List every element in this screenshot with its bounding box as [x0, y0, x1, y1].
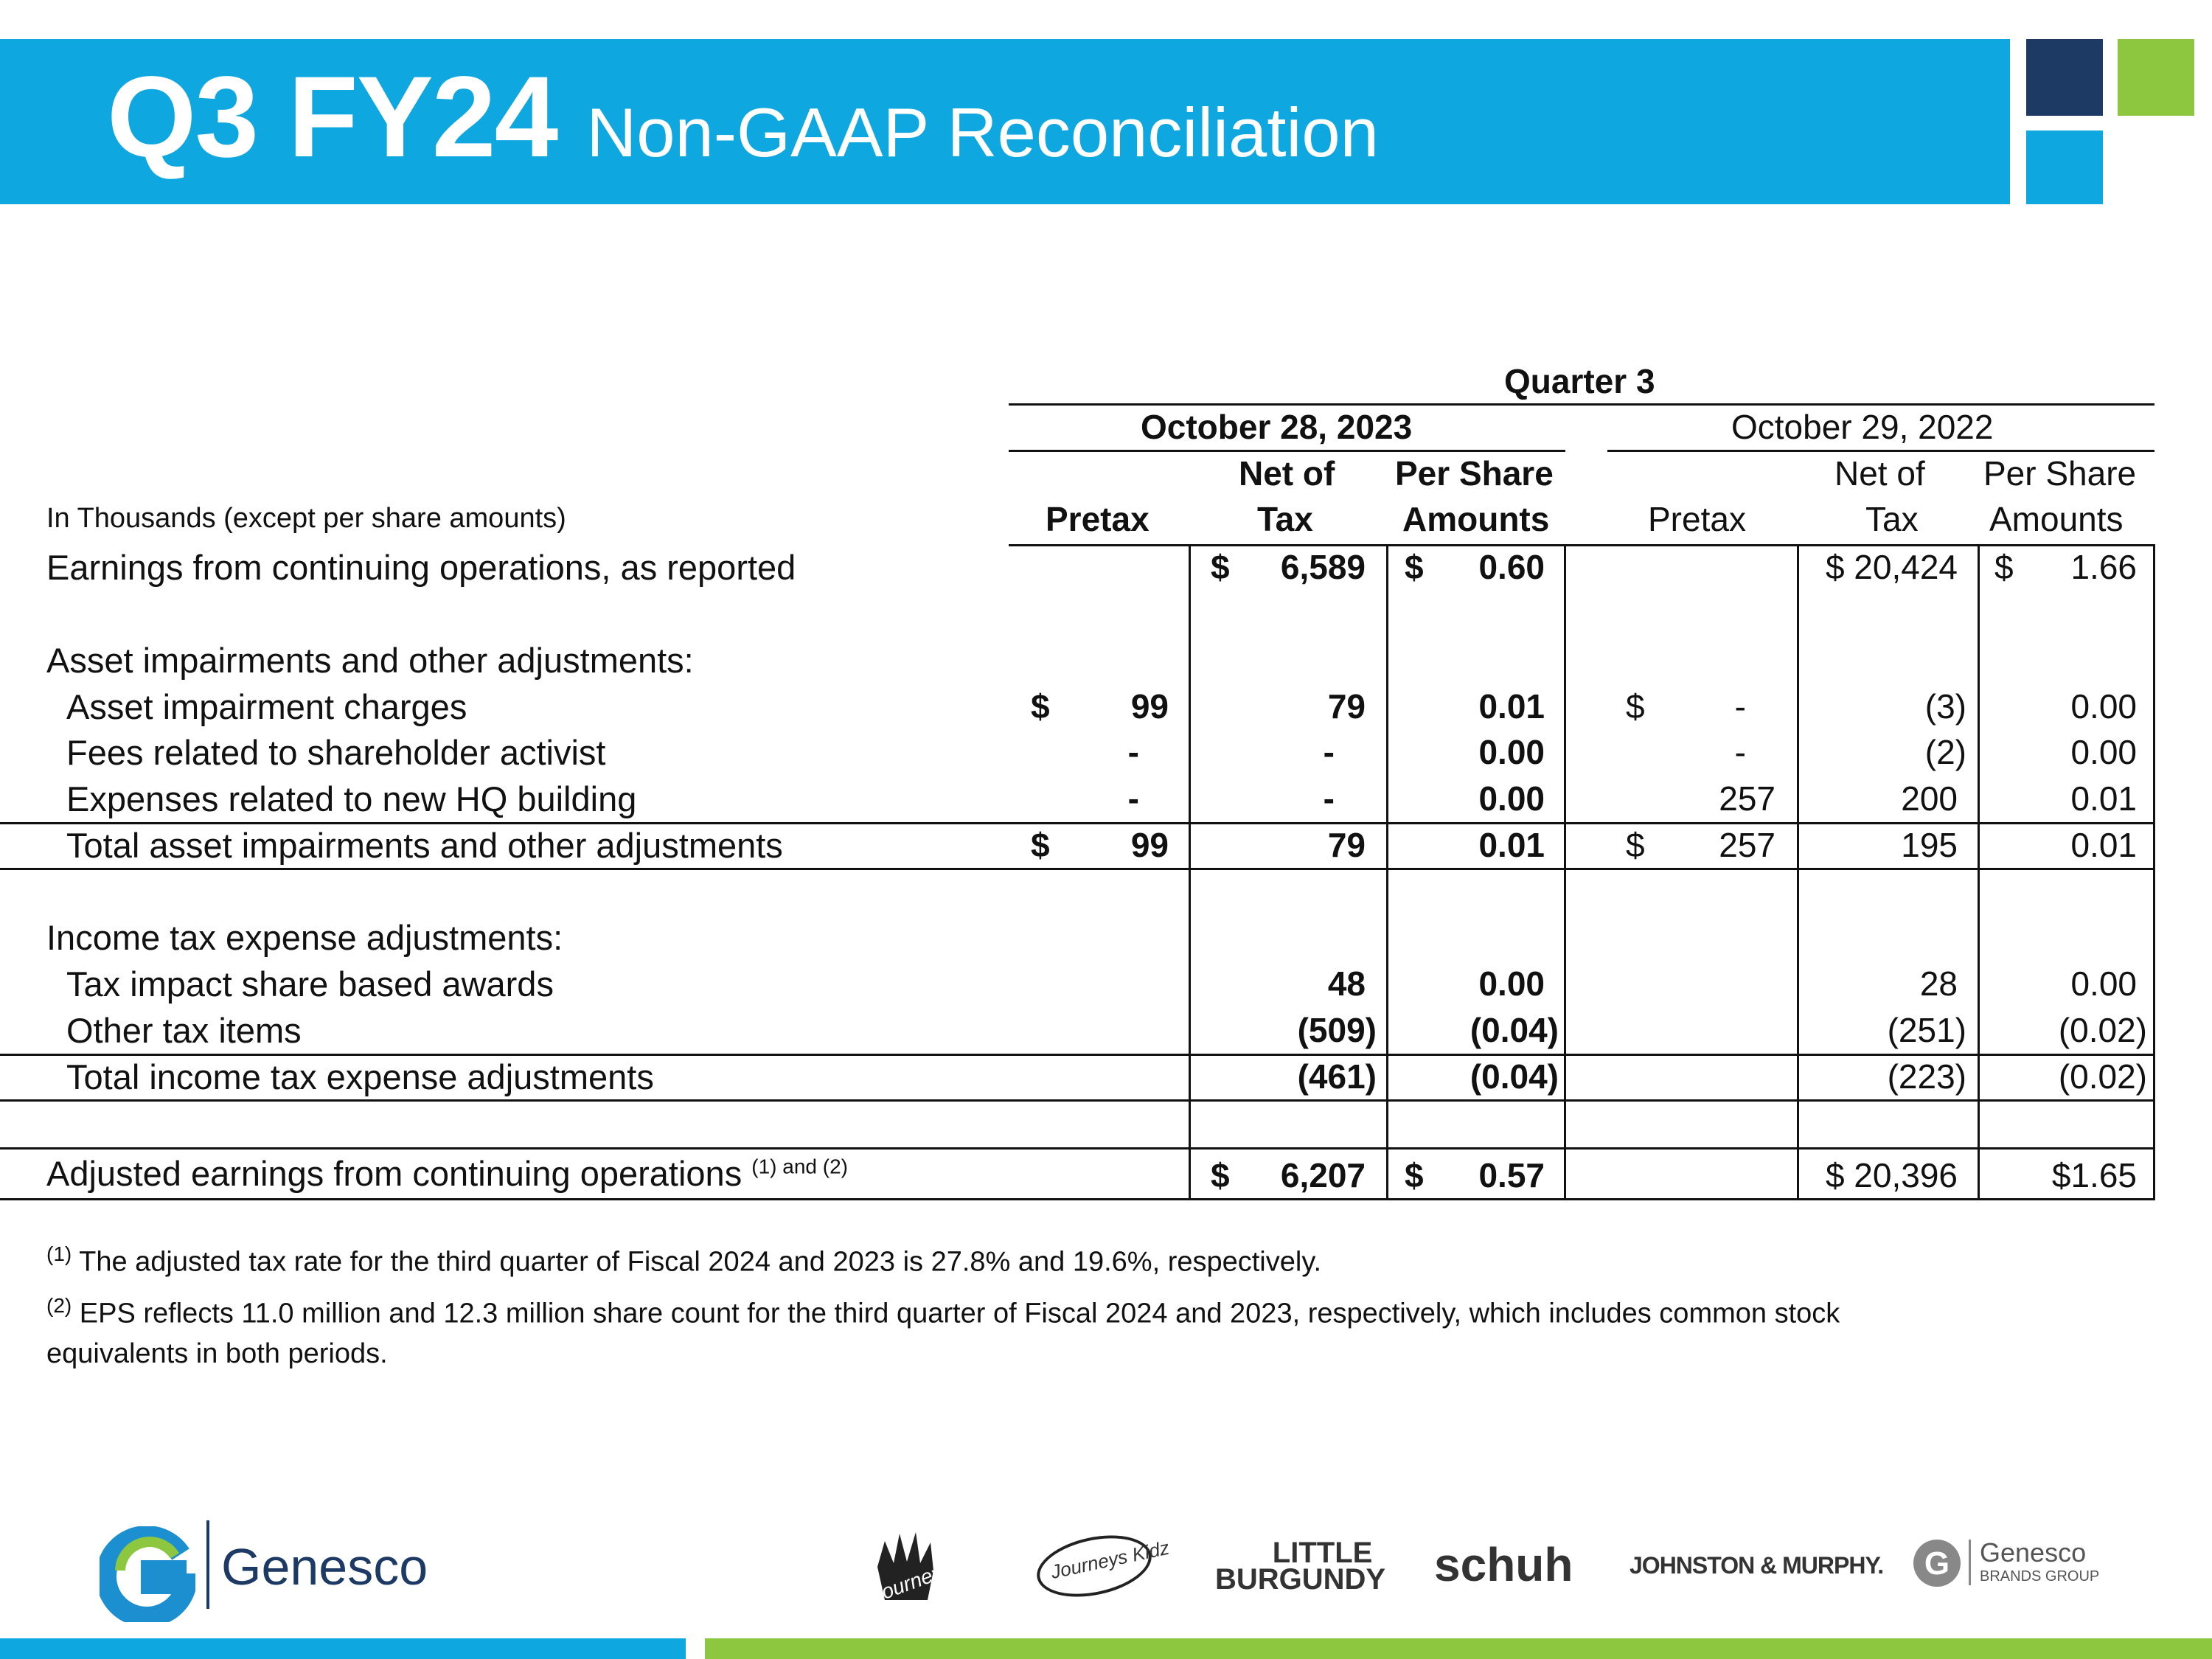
footnote-2	[46, 1294, 1840, 1330]
journeys-kidz-text: Journeys Kidz	[1048, 1536, 1172, 1584]
currency-symbol: $	[1626, 687, 1645, 726]
grid-vline	[1978, 544, 1980, 1200]
currency-symbol: $	[1211, 1156, 1230, 1194]
little-burgundy-line1: LITTLE	[1272, 1537, 1373, 1569]
section-label-asset: Asset impairments and other adjustments:	[46, 641, 694, 680]
footnote-2-text: EPS reflects 11.0 million and 12.3 million share count for the third quarter of Fiscal 2024 and 2023, respectively, which includes common stock	[79, 1298, 1840, 1329]
grid-vline	[2153, 544, 2155, 1200]
genesco-brands-group-text	[1980, 1537, 2099, 1585]
adjusted-pri-ps: $1.65	[2051, 1156, 2137, 1194]
little-burgundy-line2: BURGUNDY	[1215, 1563, 1386, 1596]
asset-impairment-cur-ps: 0.01	[1478, 687, 1545, 726]
other-tax-pri-net: (251)	[1887, 1011, 1966, 1049]
total-asset-cur-pretax: 99	[1130, 826, 1169, 864]
col-header-pretax-prior: Pretax	[1648, 500, 1746, 538]
brands-group-line2: BRANDS GROUP	[1980, 1568, 2100, 1585]
rule	[0, 822, 2154, 824]
rule	[0, 1147, 2154, 1150]
currency-symbol: $	[1031, 826, 1050, 864]
little-burgundy-logo	[1215, 1537, 1386, 1596]
period-current: October 28, 2023	[1141, 408, 1413, 446]
col-header-amounts-current: Amounts	[1402, 500, 1550, 538]
fees-activist-cur-ps: 0.00	[1478, 733, 1545, 771]
grid-vline	[1797, 544, 1799, 1200]
rule	[0, 1198, 2154, 1200]
tax-share-awards-cur-net: 48	[1327, 964, 1366, 1003]
col-header-amounts-prior: Amounts	[1989, 500, 2124, 538]
footnote-1-mark: (1)	[46, 1242, 72, 1265]
fees-activist-pri-ps: 0.00	[2070, 733, 2137, 771]
footer-bar-blue	[0, 1638, 686, 1659]
rule	[0, 1054, 2154, 1056]
other-tax-cur-net: (509)	[1297, 1011, 1377, 1049]
currency-symbol: $	[1626, 826, 1645, 864]
group-header: Quarter 3	[1504, 362, 1655, 400]
total-asset-pri-pretax: 257	[1719, 826, 1775, 864]
col-header-net-current: Net of	[1239, 454, 1335, 493]
asset-impairment-pri-pretax: -	[1734, 687, 1746, 726]
period-prior: October 29, 2022	[1731, 408, 1994, 446]
currency-symbol: $	[1405, 548, 1424, 586]
col-header-pershare-current: Per Share	[1395, 454, 1554, 493]
grid-vline	[1564, 544, 1566, 1200]
total-tax-pri-net: (223)	[1887, 1057, 1966, 1096]
genesco-brands-group-logo	[1911, 1537, 1963, 1589]
currency-symbol: $	[1211, 548, 1230, 586]
earnings-cur-ps: 0.60	[1478, 548, 1545, 586]
col-header-tax-prior: Tax	[1865, 500, 1919, 538]
asset-impairment-pri-net: (3)	[1924, 687, 1966, 726]
footnote-1	[46, 1242, 1321, 1279]
page-title	[107, 52, 1379, 199]
schuh-logo: schuh	[1434, 1538, 1573, 1591]
fees-activist-cur-pretax: -	[1127, 733, 1139, 771]
earnings-pri-net: $ 20,424	[1825, 548, 1958, 586]
journeys-text: Journeys	[868, 1557, 956, 1607]
decor-square-blue	[2026, 131, 2103, 204]
footnote-2-continued: equivalents in both periods.	[46, 1338, 388, 1369]
row-label-total-asset: Total asset impairments and other adjustments	[66, 826, 783, 865]
brands-group-line1: Genesco	[1980, 1537, 2087, 1568]
row-label-hq-building: Expenses related to new HQ building	[66, 779, 637, 818]
johnston-murphy-logo: JOHNSTON & MURPHY.	[1630, 1552, 1884, 1579]
asset-impairment-pri-ps: 0.00	[2070, 687, 2137, 726]
svg-text:G: G	[1924, 1545, 1950, 1582]
hq-building-pri-ps: 0.01	[2070, 779, 2137, 818]
fees-activist-cur-net: -	[1323, 733, 1335, 771]
total-asset-cur-ps: 0.01	[1478, 826, 1545, 864]
rule	[1607, 450, 2154, 452]
rule	[0, 868, 2154, 870]
earnings-pri-ps: 1.66	[2070, 548, 2137, 586]
tax-share-awards-pri-ps: 0.00	[2070, 964, 2137, 1003]
total-tax-pri-ps: (0.02)	[2058, 1057, 2147, 1096]
total-tax-cur-net: (461)	[1297, 1057, 1377, 1096]
brands-group-divider	[1969, 1540, 1971, 1585]
row-label-fees-activist: Fees related to shareholder activist	[66, 733, 606, 772]
row-label-tax-share-awards: Tax impact share based awards	[66, 964, 554, 1004]
currency-symbol: $	[1031, 687, 1050, 726]
section-label-tax: Income tax expense adjustments:	[46, 918, 563, 957]
rule	[1009, 544, 2154, 546]
asset-impairment-cur-pretax: 99	[1130, 687, 1169, 726]
hq-building-cur-ps: 0.00	[1478, 779, 1545, 818]
adjusted-cur-net: 6,207	[1280, 1156, 1366, 1194]
journeys-logo	[863, 1526, 956, 1607]
footnote-1-text: The adjusted tax rate for the third quarter of Fiscal 2024 and 2023 is 27.8% and 19.6%, respectively.	[79, 1246, 1322, 1278]
grid-vline	[1189, 544, 1191, 1200]
earnings-cur-net: 6,589	[1280, 548, 1366, 586]
decor-square-green	[2118, 39, 2194, 116]
col-header-tax-current: Tax	[1257, 500, 1313, 538]
hq-building-cur-net: -	[1323, 779, 1335, 818]
hq-building-pri-net: 200	[1901, 779, 1958, 818]
genesco-logo	[100, 1526, 195, 1626]
title-main: Q3 FY24	[107, 53, 557, 181]
row-label-total-tax: Total income tax expense adjustments	[66, 1057, 654, 1096]
total-asset-cur-net: 79	[1327, 826, 1366, 864]
fees-activist-pri-pretax: -	[1734, 733, 1746, 771]
col-header-pershare-prior: Per Share	[1983, 454, 2137, 493]
adjusted-cur-ps: 0.57	[1478, 1156, 1545, 1194]
hq-building-pri-pretax: 257	[1719, 779, 1775, 818]
col-header-net-prior: Net of	[1834, 454, 1925, 493]
other-tax-cur-ps: (0.04)	[1470, 1011, 1559, 1049]
asset-impairment-cur-net: 79	[1327, 687, 1366, 726]
title-sub: Non-GAAP Reconciliation	[586, 94, 1379, 171]
other-tax-pri-ps: (0.02)	[2058, 1011, 2147, 1049]
units-note: In Thousands (except per share amounts)	[46, 503, 566, 534]
row-label-adjusted	[46, 1153, 848, 1194]
rule	[1009, 450, 1565, 452]
fees-activist-pri-net: (2)	[1924, 733, 1966, 771]
currency-symbol: $	[1405, 1156, 1424, 1194]
decor-square-navy	[2026, 39, 2103, 116]
grid-vline	[1386, 544, 1388, 1200]
rule	[1009, 403, 2154, 406]
footer-bar-green	[705, 1638, 2212, 1659]
adjusted-label-footnote-ref: (1) and (2)	[751, 1155, 848, 1178]
tax-share-awards-pri-net: 28	[1919, 964, 1958, 1003]
genesco-g-icon	[100, 1526, 195, 1622]
genesco-brands-g-icon	[1911, 1537, 1963, 1589]
adjusted-pri-net: $ 20,396	[1825, 1156, 1958, 1194]
footnote-2-mark: (2)	[46, 1294, 72, 1317]
row-label-other-tax: Other tax items	[66, 1011, 302, 1050]
total-asset-pri-net: 195	[1901, 826, 1958, 864]
journeys-kidz-logo	[1032, 1526, 1172, 1606]
row-label-asset-impairment: Asset impairment charges	[66, 687, 467, 726]
row-label-earnings: Earnings from continuing operations, as reported	[46, 548, 796, 587]
tax-share-awards-cur-ps: 0.00	[1478, 964, 1545, 1003]
total-tax-cur-ps: (0.04)	[1470, 1057, 1559, 1096]
hq-building-cur-pretax: -	[1127, 779, 1139, 818]
col-header-pretax-current: Pretax	[1046, 500, 1150, 538]
rule	[0, 1099, 2154, 1102]
logo-divider	[206, 1520, 209, 1609]
total-asset-pri-ps: 0.01	[2070, 826, 2137, 864]
genesco-wordmark: Genesco	[221, 1538, 428, 1596]
adjusted-label-text: Adjusted earnings from continuing operations	[46, 1154, 742, 1193]
currency-symbol: $	[1994, 548, 2014, 586]
